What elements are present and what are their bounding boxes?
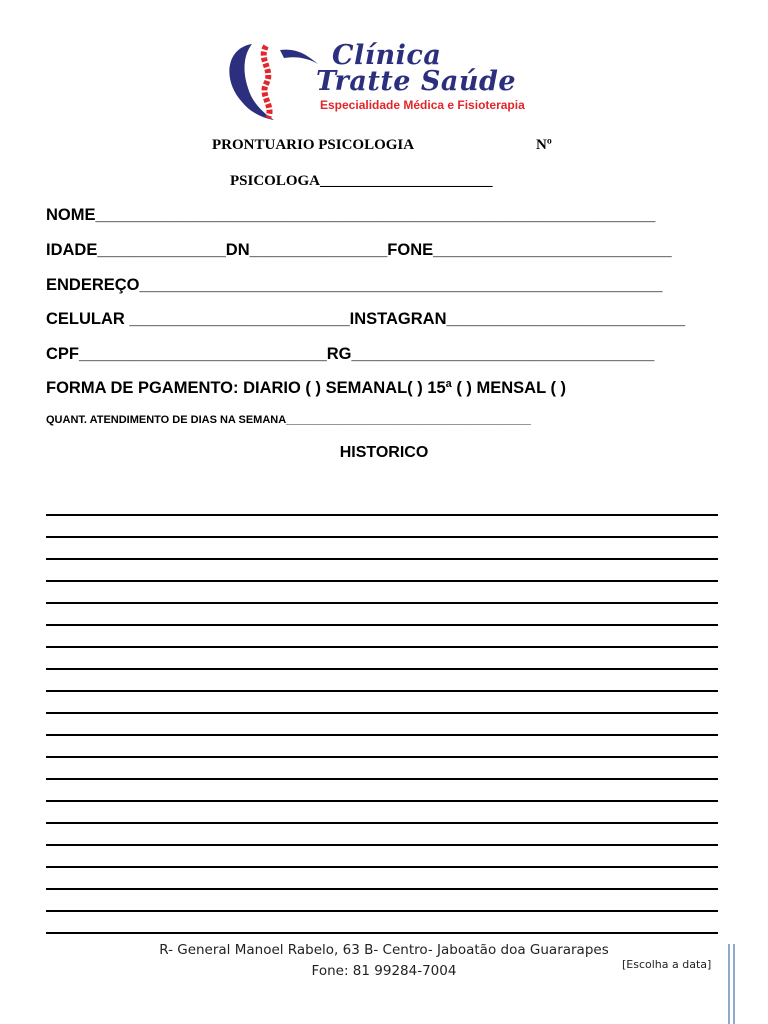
history-line[interactable] xyxy=(46,802,718,824)
history-lines[interactable] xyxy=(46,494,718,934)
footer-phone: Fone: 81 99284-7004 xyxy=(311,963,457,979)
weekly-attendance-field[interactable]: QUANT. ATENDIMENTO DE DIAS NA SEMANA________________________________________ xyxy=(46,414,531,426)
date-picker-placeholder[interactable]: [Escolha a data] xyxy=(622,958,712,971)
history-title: HISTORICO xyxy=(339,444,429,461)
logo-tagline: Especialidade Médica e Fisioterapia xyxy=(320,98,525,112)
history-line[interactable] xyxy=(46,714,718,736)
payment-method-field[interactable]: FORMA DE PGAMENTO: DIARIO ( ) SEMANAL( ) 15ª ( ) MENSAL ( ) xyxy=(46,379,567,397)
logo-clinica-text: Clínica xyxy=(332,40,442,71)
footer-address: R- General Manoel Rabelo, 63 B- Centro- Jaboatão doa Guararapes xyxy=(159,942,609,958)
history-line[interactable] xyxy=(46,912,718,934)
age-birthdate-phone-field[interactable]: IDADE______________DN_______________FONE__________________________ xyxy=(46,241,672,259)
side-accent-bar xyxy=(728,944,730,1024)
history-line[interactable] xyxy=(46,648,718,670)
history-line[interactable] xyxy=(46,494,718,516)
history-line[interactable] xyxy=(46,538,718,560)
history-line[interactable] xyxy=(46,560,718,582)
cellphone-instagram-field[interactable]: CELULAR ________________________INSTAGRAN__________________________ xyxy=(46,310,686,328)
history-line[interactable] xyxy=(46,758,718,780)
history-line[interactable] xyxy=(46,736,718,758)
history-line[interactable] xyxy=(46,846,718,868)
form-title: PRONTUARIO PSICOLOGIA xyxy=(212,137,415,153)
history-line[interactable] xyxy=(46,868,718,890)
history-line[interactable] xyxy=(46,670,718,692)
psychologist-field[interactable]: PSICOLOGA_______________________ xyxy=(230,173,493,189)
history-line[interactable] xyxy=(46,692,718,714)
history-line[interactable] xyxy=(46,582,718,604)
record-number-label: Nº xyxy=(536,137,552,153)
address-field[interactable]: ENDEREÇO_________________________________________________________ xyxy=(46,276,663,294)
history-line[interactable] xyxy=(46,626,718,648)
logo-tratte-saude-text: Tratte Saúde xyxy=(316,66,517,97)
cpf-rg-field[interactable]: CPF___________________________RG_________________________________ xyxy=(46,345,655,363)
history-line[interactable] xyxy=(46,890,718,912)
history-line[interactable] xyxy=(46,780,718,802)
name-field[interactable]: NOME_____________________________________________________________ xyxy=(46,206,656,224)
history-line[interactable] xyxy=(46,604,718,626)
history-line[interactable] xyxy=(46,824,718,846)
spine-logo-icon xyxy=(222,40,322,122)
clinic-logo xyxy=(222,40,552,122)
side-accent-bar xyxy=(733,944,735,1024)
history-line[interactable] xyxy=(46,516,718,538)
